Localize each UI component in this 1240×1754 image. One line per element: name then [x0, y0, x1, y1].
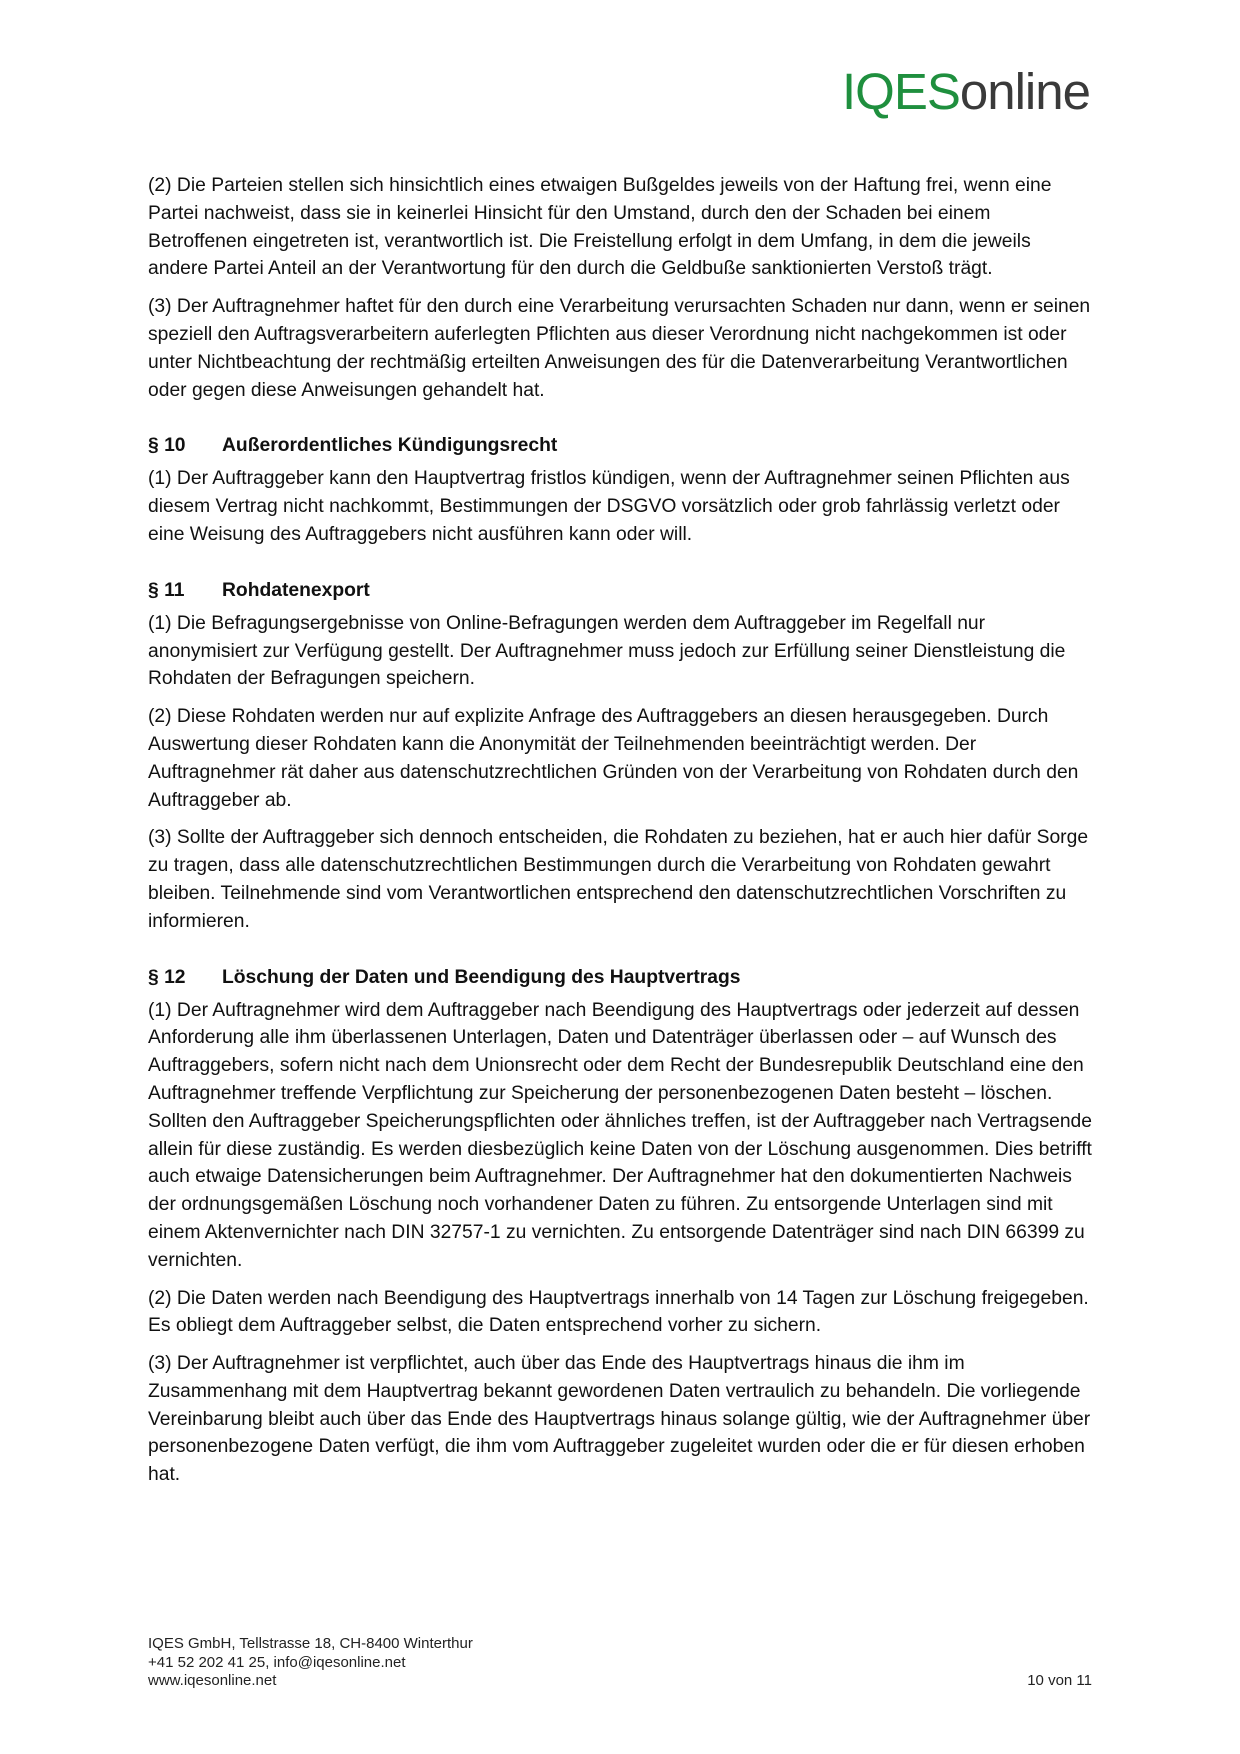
paragraph: (3) Der Auftragnehmer haftet für den durch eine Verarbeitung verursachten Schaden nur dann, wenn er seinen speziell den Auftragsverarbeitern auferlegten Pflichten aus dieser Verordnung nicht nachgekommen ist oder unter Nichtbeachtung der rechtmäßig erteilten Anweisungen des für die Datenverarbeitung Verantwortlichen oder gegen diese Anweisungen gehandelt hat. — [148, 296, 1091, 401]
section-title: Löschung der Daten und Beendigung des Hauptvertrags — [222, 966, 741, 988]
section-number: § 11 — [148, 579, 185, 601]
company-logo — [842, 63, 1090, 120]
logo-brand: IQES — [842, 63, 960, 120]
paragraph: (3) Der Auftragnehmer ist verpflichtet, auch über das Ende des Hauptvertrags hinaus die ihm im Zusammenhang mit dem Hauptvertrag bekannt gewordenen Daten vertraulich zu behandeln. Die vorliegende Vereinbarung bleibt auch über das Ende des Hauptvertrags hinaus solange gültig, wie der Auftragnehmer über personenbezogene Daten verfügt, die ihm vom Auftraggeber zugeleitet wurden oder die er für diesen erhoben hat. — [148, 1353, 1091, 1486]
paragraph: (2) Diese Rohdaten werden nur auf explizite Anfrage des Auftraggebers an diesen herausgegeben. Durch Auswertung dieser Rohdaten kann die Anonymität der Teilnehmenden beeinträchtigt werden. Der Auftragnehmer rät daher aus datenschutzrechtlichen Gründen von der Verarbeitung von Rohdaten durch den Auftraggeber ab. — [148, 706, 1079, 811]
footer-website: www.iqesonline.net — [148, 1672, 277, 1689]
section-heading — [148, 964, 1092, 991]
paragraph: (2) Die Daten werden nach Beendigung des Hauptvertrags innerhalb von 14 Tagen zur Löschung freigegeben. Es obliegt dem Auftraggeber selbst, die Daten entsprechend vorher zu sichern. — [148, 1287, 1089, 1337]
page-footer — [148, 1635, 1092, 1691]
paragraph: (2) Die Parteien stellen sich hinsichtlich eines etwaigen Bußgeldes jeweils von der Haftung frei, wenn eine Partei nachweist, dass sie in keinerlei Hinsicht für den Umstand, durch den der Schaden bei einem Betroffenen eingetreten ist, verantwortlich ist. Die Freistellung erfolgt in dem Umfang, in dem die jeweils andere Partei Anteil an der Verantwortung für den durch die Geldbuße sanktionierten Verstoß trägt. — [148, 175, 1052, 280]
section-heading — [148, 577, 1092, 604]
paragraph: (3) Sollte der Auftraggeber sich dennoch entscheiden, die Rohdaten zu beziehen, hat er auch hier dafür Sorge zu tragen, dass alle datenschutzrechtlichen Bestimmungen durch die Verarbeitung von Rohdaten gewahrt bleiben. Teilnehmende sind vom Verantwortlichen entsprechend den datenschutzrechtlichen Vorschriften zu informieren. — [148, 827, 1089, 932]
document-body — [148, 172, 1092, 1499]
paragraph: (1) Die Befragungsergebnisse von Online-Befragungen werden dem Auftraggeber im Regelfall nur anonymisiert zur Verfügung gestellt. Der Auftragnehmer muss jedoch zur Erfüllung seiner Dienstleistung die Rohdaten der Befragungen speichern. — [148, 612, 1066, 690]
section-heading — [148, 432, 1092, 459]
paragraph: (1) Der Auftragnehmer wird dem Auftraggeber nach Beendigung des Hauptvertrags oder jederzeit auf dessen Anforderung alle ihm überlassenen Unterlagen, Daten und Datenträger überlassen oder – auf Wunsch des Auftraggebers, sofern nicht nach dem Unionsrecht oder dem Recht der Bundesrepublik Deutschland eine den Auftragnehmer treffende Verpflichtung zur Speicherung der personenbezogenen Daten besteht – löschen. Sollten den Auftraggeber Speicherungspflichten oder ähnliches treffen, ist der Auftraggeber nach Vertragsende allein für diese zuständig. Es werden diesbezüglich keine Daten von der Löschung ausgenommen. Dies betrifft auch etwaige Datensicherungen beim Auftragnehmer. Der Auftragnehmer hat den dokumentierten Nachweis der ordnungsgemäßen Löschung noch vorhandener Daten zu führen. Zu entsorgende Unterlagen sind mit einem Aktenvernichter nach DIN 32757-1 zu vernichten. Zu entsorgende Datenträger sind nach DIN 66399 zu vernichten. — [148, 999, 1092, 1271]
section-title: Außerordentliches Kündigungsrecht — [222, 435, 558, 457]
section-number: § 10 — [148, 435, 186, 457]
section-title: Rohdatenexport — [222, 579, 370, 601]
footer-address: IQES GmbH, Tellstrasse 18, CH-8400 Winterthur — [148, 1635, 473, 1652]
page-number: 10 von 11 — [1027, 1672, 1092, 1689]
paragraph: (1) Der Auftraggeber kann den Hauptvertrag fristlos kündigen, wenn der Auftragnehmer seinen Pflichten aus diesem Vertrag nicht nachkommt, Bestimmungen der DSGVO vorsätzlich oder grob fahrlässig verletzt oder eine Weisung des Auftraggebers nicht ausführen kann oder will. — [148, 468, 1070, 545]
section-number: § 12 — [148, 966, 186, 988]
logo-suffix: online — [959, 63, 1090, 120]
footer-contact: +41 52 202 41 25, info@iqesonline.net — [148, 1653, 406, 1671]
